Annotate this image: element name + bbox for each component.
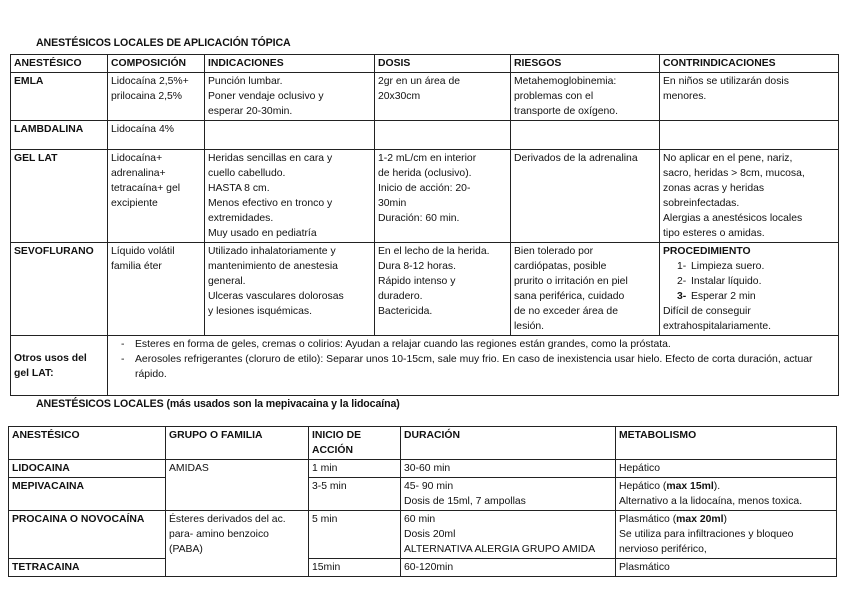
table-row bbox=[11, 150, 839, 243]
cell-duracion: 60-120min bbox=[401, 559, 616, 577]
cell-riesgos: Derivados de la adrenalina bbox=[511, 150, 660, 243]
procedimiento-steps bbox=[663, 259, 835, 304]
row-name: MEPIVACAINA bbox=[9, 478, 166, 511]
cell-inicio: 15min bbox=[309, 559, 401, 577]
t1-h-composicion: COMPOSICIÓN bbox=[108, 55, 205, 73]
cell-composicion: Lidocaína 2,5%+ prilocaina 2,5% bbox=[108, 73, 205, 121]
row-name: PROCAINA O NOVOCAÍNA bbox=[9, 511, 166, 559]
list-item: 3- Esperar 2 min bbox=[677, 291, 756, 302]
t2-h-inicio: INICIO DE ACCIÓN bbox=[309, 427, 401, 460]
procedimiento-title: PROCEDIMIENTO bbox=[663, 246, 751, 257]
table2-header-row bbox=[9, 427, 837, 460]
cell-grupo-esteres: Ésteres derivados del ac. para- amino benzoico (PABA) bbox=[166, 511, 309, 577]
cell-inicio: 1 min bbox=[309, 460, 401, 478]
table-row-otros-usos bbox=[11, 336, 839, 396]
list-item: - Esteres en forma de geles, cremas o colirios: Ayudan a relajar cuando las regiones están grandes, como la próstata. bbox=[135, 337, 835, 352]
cell-indicaciones bbox=[205, 121, 375, 150]
cell-contraindicaciones bbox=[660, 121, 839, 150]
t2-h-grupo: GRUPO O FAMILIA bbox=[166, 427, 309, 460]
cell-dosis: 2gr en un área de 20x30cm bbox=[375, 73, 511, 121]
cell-riesgos bbox=[511, 121, 660, 150]
table-row bbox=[9, 478, 837, 511]
t1-h-indicaciones: INDICACIONES bbox=[205, 55, 375, 73]
cell-duracion: 30-60 min bbox=[401, 460, 616, 478]
cell-contraindicaciones: No aplicar en el pene, nariz, sacro, heridas > 8cm, mucosa, zonas acras y heridas sobreinfectadas. Alergias a anestésicos locales tipo esteres o amidas. bbox=[660, 150, 839, 243]
cell-grupo-amidas: AMIDAS bbox=[166, 460, 309, 511]
t1-h-dosis: DOSIS bbox=[375, 55, 511, 73]
table-row bbox=[9, 460, 837, 478]
cell-metabolismo: Plasmático (max 20ml) Se utiliza para infiltraciones y bloqueo nervioso periférico, bbox=[616, 511, 837, 559]
local-anesthetics-table bbox=[8, 426, 837, 577]
cell-metabolismo: Hepático bbox=[616, 460, 837, 478]
list-item: - Aerosoles refrigerantes (cloruro de etilo): Separar unos 10-15cm, sale muy frio. En caso de inexistencia usar hielo. Efecto de corta duración, actuar rápido. bbox=[135, 352, 835, 382]
t2-h-anestesico: ANESTÉSICO bbox=[9, 427, 166, 460]
otros-usos-content bbox=[108, 336, 839, 396]
cell-composicion: Líquido volátil familia éter bbox=[108, 243, 205, 336]
t1-h-anestesico: ANESTÉSICO bbox=[11, 55, 108, 73]
table-row bbox=[9, 511, 837, 559]
list-item: 2- Instalar líquido. bbox=[677, 276, 762, 287]
cell-indicaciones: Heridas sencillas en cara y cuello cabelludo. HASTA 8 cm. Menos efectivo en tronco y extremidades. Muy usado en pediatría bbox=[205, 150, 375, 243]
table-row bbox=[11, 243, 839, 336]
cell-dosis: 1-2 mL/cm en interior de herida (oclusivo). Inicio de acción: 20- 30min Duración: 60 min. bbox=[375, 150, 511, 243]
cell-riesgos: Bien tolerado por cardiópatas, posible prurito o irritación en piel sana periférica, cuidado de no exceder área de lesión. bbox=[511, 243, 660, 336]
row-name: TETRACAINA bbox=[9, 559, 166, 577]
cell-inicio: 3-5 min bbox=[309, 478, 401, 511]
t2-h-duracion: DURACIÓN bbox=[401, 427, 616, 460]
cell-indicaciones: Utilizado inhalatoriamente y mantenimiento de anestesia general. Ulceras vasculares dolorosas y lesiones isquémicas. bbox=[205, 243, 375, 336]
row-name: EMLA bbox=[11, 73, 108, 121]
table-row bbox=[11, 121, 839, 150]
cell-dosis bbox=[375, 121, 511, 150]
list-item: 1- Limpieza suero. bbox=[677, 261, 765, 272]
row-name: LIDOCAINA bbox=[9, 460, 166, 478]
cell-metabolismo: Hepático (max 15ml). Alternativo a la lidocaína, menos toxica. bbox=[616, 478, 837, 511]
table-row bbox=[9, 559, 837, 577]
table1-header-row bbox=[11, 55, 839, 73]
cell-indicaciones: Punción lumbar. Poner vendaje oclusivo y esperar 20-30min. bbox=[205, 73, 375, 121]
cell-procedimiento: PROCEDIMIENTO 1- Limpieza suero. 2- Instalar líquido. 3- Esperar 2 min Difícil de conseguir extrahospitalariamente. bbox=[660, 243, 839, 336]
cell-contraindicaciones: En niños se utilizarán dosis menores. bbox=[660, 73, 839, 121]
cell-inicio: 5 min bbox=[309, 511, 401, 559]
row-name: SEVOFLURANO bbox=[11, 243, 108, 336]
topical-anesthetics-table bbox=[10, 54, 839, 396]
cell-duracion: 60 min Dosis 20ml ALTERNATIVA ALERGIA GRUPO AMIDA bbox=[401, 511, 616, 559]
t1-h-contraindicaciones: CONTRINDICACIONES bbox=[660, 55, 839, 73]
cell-duracion: 45- 90 min Dosis de 15ml, 7 ampollas bbox=[401, 478, 616, 511]
table2-title: ANESTÉSICOS LOCALES (más usados son la mepivacaina y la lidocaína) bbox=[36, 398, 400, 410]
otros-usos-list bbox=[111, 337, 835, 382]
row-name: GEL LAT bbox=[11, 150, 108, 243]
table-row bbox=[11, 73, 839, 121]
cell-riesgos: Metahemoglobinemia: problemas con el transporte de oxígeno. bbox=[511, 73, 660, 121]
row-name: LAMBDALINA bbox=[11, 121, 108, 150]
cell-composicion: Lidocaína+ adrenalina+ tetracaína+ gel excipiente bbox=[108, 150, 205, 243]
cell-metabolismo: Plasmático bbox=[616, 559, 837, 577]
cell-composicion: Lidocaína 4% bbox=[108, 121, 205, 150]
t1-h-riesgos: RIESGOS bbox=[511, 55, 660, 73]
cell-dosis: En el lecho de la herida. Dura 8-12 horas. Rápido intenso y duradero. Bactericida. bbox=[375, 243, 511, 336]
t2-h-metabolismo: METABOLISMO bbox=[616, 427, 837, 460]
otros-usos-label: Otros usos del gel LAT: bbox=[11, 336, 108, 396]
table1-title: ANESTÉSICOS LOCALES DE APLICACIÓN TÓPICA bbox=[36, 37, 291, 49]
